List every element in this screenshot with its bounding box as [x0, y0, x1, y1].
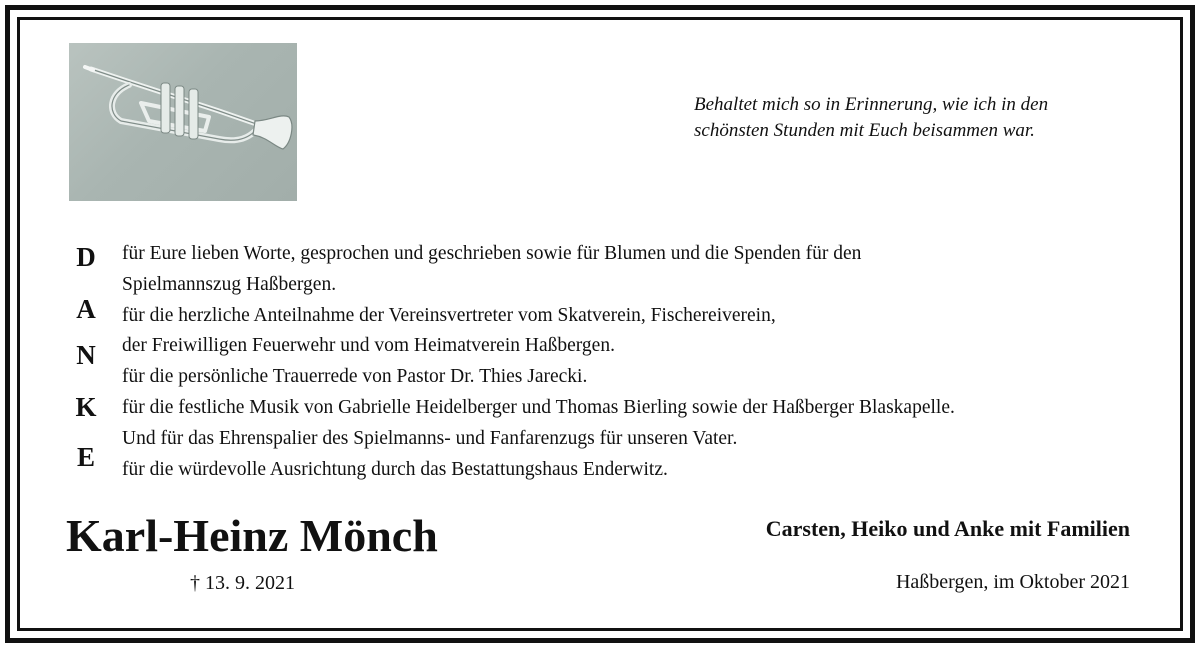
quote-line-2: schönsten Stunden mit Euch beisammen war. [694, 120, 1035, 141]
signatories: Carsten, Heiko und Anke mit Familien [765, 516, 1130, 541]
quote-line-1: Behaltet mich so in Erinnerung, wie ich in den [694, 94, 1049, 115]
trumpet-photo [69, 43, 297, 201]
thanks-line: für die herzliche Anteilnahme der Vereinsvertreter vom Skatverein, Fischereiverein, [122, 304, 776, 326]
acrostic-letter: K [75, 392, 97, 422]
trumpet-icon [69, 43, 297, 201]
acrostic-letter: E [76, 442, 95, 472]
thanks-line: Und für das Ehrenspalier des Spielmanns- und Fanfarenzugs für unseren Vater. [122, 427, 738, 449]
thanks-line: für Eure lieben Worte, gesprochen und geschrieben sowie für Blumen und die Spenden für den [122, 243, 862, 264]
death-date: † 13. 9. 2021 [190, 572, 295, 594]
acrostic-letter: D [76, 242, 96, 272]
thanks-line: der Freiwilligen Feuerwehr und vom Heimatverein Haßbergen. [122, 335, 615, 357]
acrostic-letter: A [76, 294, 96, 324]
thanks-line: für die festliche Musik von Gabrielle Heidelberger und Thomas Bierling sowie der Haßberger Blaskapelle. [122, 396, 955, 418]
place-and-date: Haßbergen, im Oktober 2021 [895, 571, 1130, 593]
thanks-line: für die würdevolle Ausrichtung durch das Bestattungshaus Enderwitz. [122, 458, 668, 480]
thanks-line: Spielmannszug Haßbergen. [122, 273, 337, 295]
thanks-text [122, 239, 1162, 485]
thanks-line: für die persönliche Trauerrede von Pastor Dr. Thies Jarecki. [122, 366, 588, 388]
deceased-name: Karl-Heinz Mönch [66, 510, 438, 561]
acrostic-letter: N [76, 340, 96, 370]
memorial-quote [694, 92, 1154, 144]
